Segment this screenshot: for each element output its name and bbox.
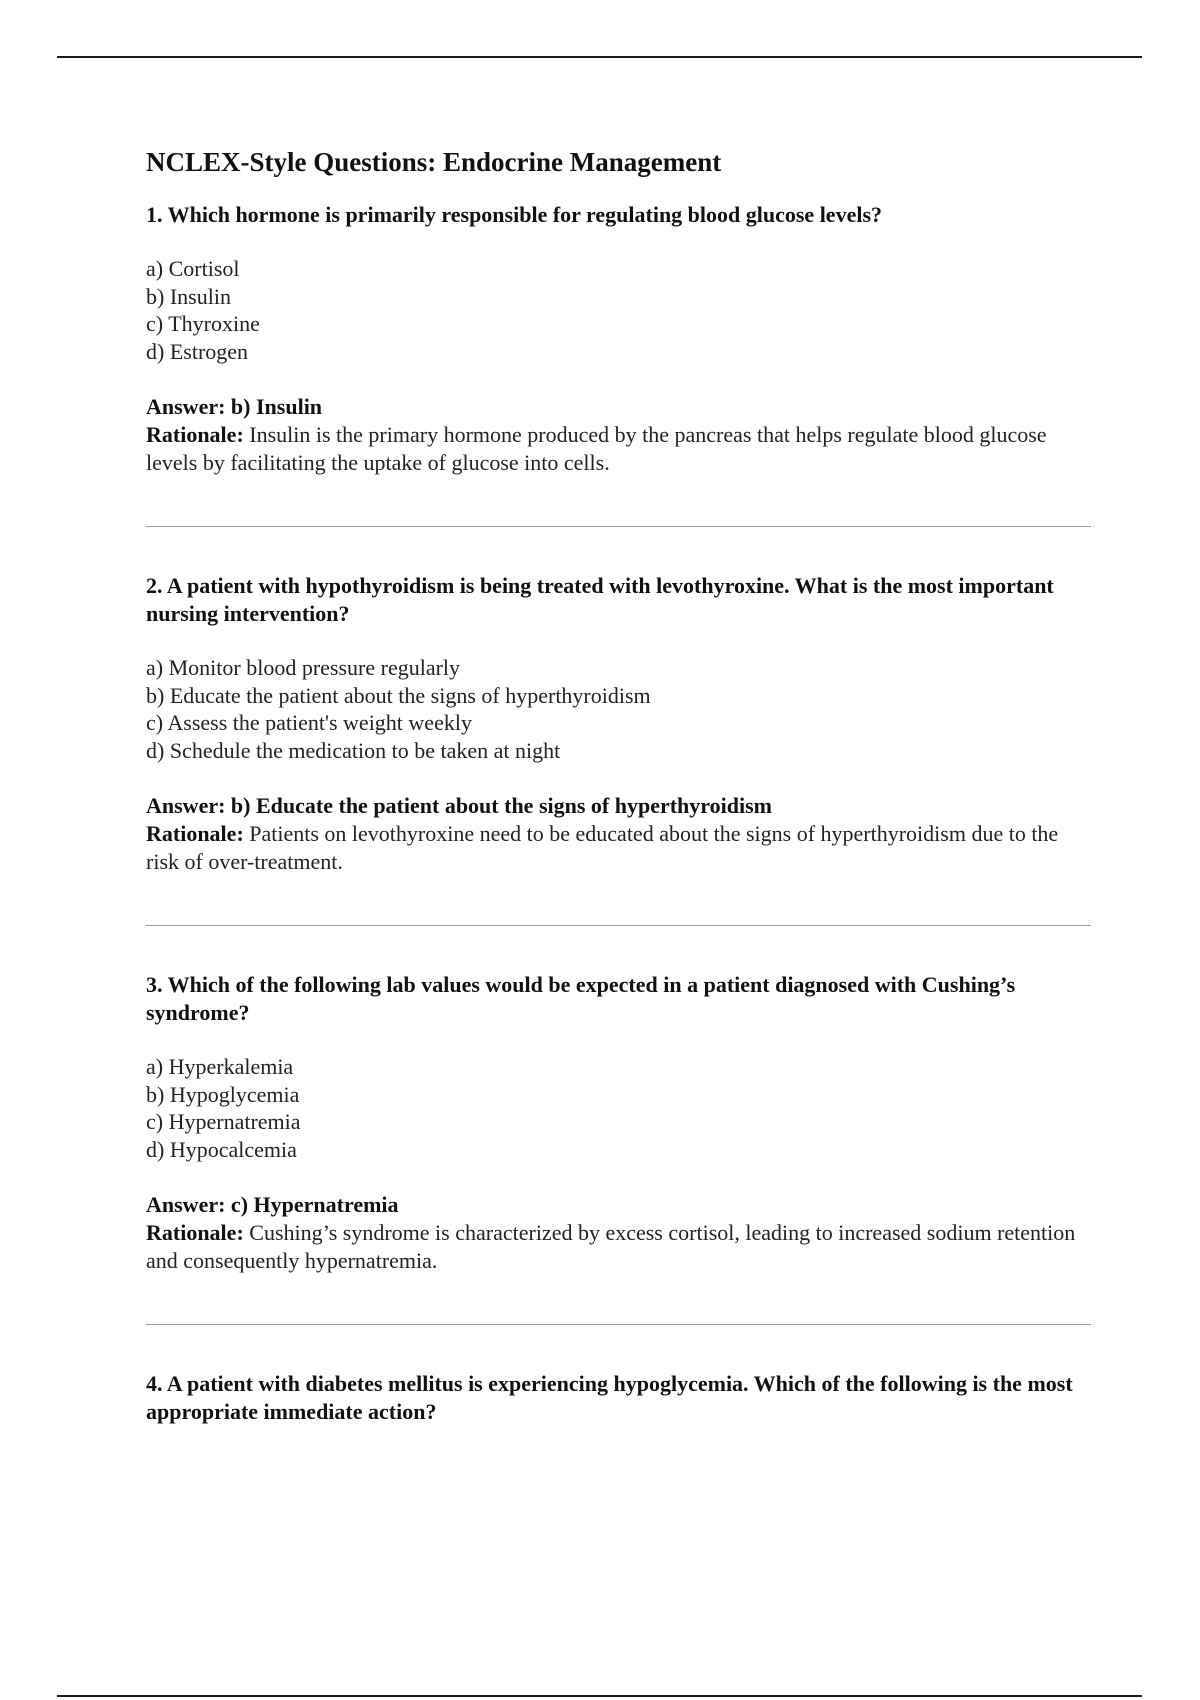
question-block-3 [146,971,1091,1275]
page-bottom-rule [57,1695,1142,1697]
section-divider [146,526,1091,527]
rationale-paragraph [146,1219,1091,1275]
answer-options [146,255,1091,365]
option-item: c) Hypernatremia [146,1109,301,1134]
section-divider [146,1324,1091,1325]
option-item: b) Hypoglycemia [146,1081,300,1107]
rationale-label: Rationale: [146,821,244,846]
option-item: c) Thyroxine [146,311,260,336]
rationale-paragraph [146,421,1091,477]
option-item: b) Educate the patient about the signs of hyperthyroidism [146,682,651,708]
option-item: b) Insulin [146,283,231,309]
option-item: d) Hypocalcemia [146,1136,297,1162]
question-block-1 [146,201,1091,477]
page-top-rule [57,56,1142,58]
question-text: 1. Which hormone is primarily responsible for regulating blood glucose levels? [146,202,883,227]
option-item: a) Cortisol [146,256,240,281]
rationale-text: Cushing’s syndrome is characterized by excess cortisol, leading to increased sodium retention and consequently hypernatremia. [146,1220,1076,1273]
option-item: d) Schedule the medication to be taken at night [146,737,561,763]
rationale-label: Rationale: [146,1220,244,1245]
option-item: d) Estrogen [146,338,249,364]
option-item: c) Assess the patient's weight weekly [146,710,472,735]
question-text: 3. Which of the following lab values would be expected in a patient diagnosed with Cushing’s syndrome? [146,972,1016,1025]
answer-options [146,654,1091,764]
document-body [146,145,1091,1452]
question-block-2 [146,572,1091,876]
rationale-text: Patients on levothyroxine need to be educated about the signs of hyperthyroidism due to the risk of over-treatment. [146,821,1059,874]
option-item: a) Monitor blood pressure regularly [146,655,461,680]
option-item: a) Hyperkalemia [146,1054,294,1079]
document-title: NCLEX-Style Questions: Endocrine Management [146,147,722,177]
section-divider [146,925,1091,926]
rationale-label: Rationale: [146,422,244,447]
answer-options [146,1053,1091,1163]
question-text: 4. A patient with diabetes mellitus is experiencing hypoglycemia. Which of the following is the most appropriate immediate action? [146,1371,1073,1424]
answer-line: Answer: b) Educate the patient about the signs of hyperthyroidism [146,793,773,818]
rationale-paragraph [146,820,1091,876]
question-block-4 [146,1370,1091,1426]
rationale-text: Insulin is the primary hormone produced by the pancreas that helps regulate blood glucose levels by facilitating the uptake of glucose into cells. [146,422,1047,475]
answer-line: Answer: c) Hypernatremia [146,1192,399,1217]
question-text: 2. A patient with hypothyroidism is being treated with levothyroxine. What is the most important nursing intervention? [146,573,1054,626]
answer-line: Answer: b) Insulin [146,394,323,419]
